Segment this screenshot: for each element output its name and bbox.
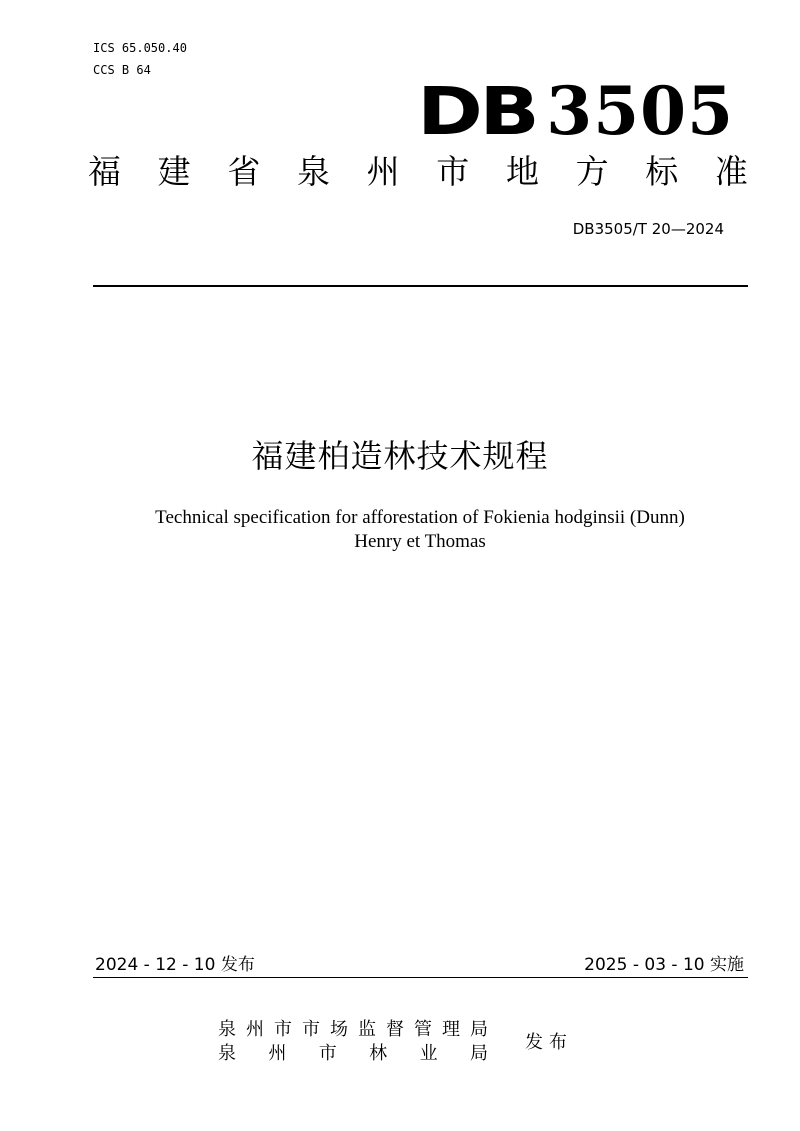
- ccs-code: CCS B 64: [93, 63, 151, 77]
- issuer-char: 理: [442, 1019, 460, 1040]
- issuer-forestry: [218, 1042, 488, 1066]
- issuer-char: 场: [330, 1019, 348, 1040]
- issuer-char: 市: [274, 1019, 292, 1040]
- issuer-char: 泉: [218, 1019, 236, 1040]
- top-divider: [93, 285, 748, 287]
- standard-type-char: 市: [436, 152, 470, 191]
- standard-code: DB3505/T 20—2024: [572, 220, 724, 238]
- standard-type-char: 方: [575, 152, 609, 191]
- standard-type-char: 州: [366, 152, 400, 191]
- standard-type-char: 地: [505, 152, 539, 191]
- issuer-char: 局: [470, 1019, 488, 1040]
- standard-type-char: 泉: [296, 152, 330, 191]
- standard-type-char: 标: [645, 152, 679, 191]
- issuer-char: 市: [318, 1043, 337, 1064]
- db-logo: [417, 72, 734, 150]
- logo-number: 3505: [546, 72, 734, 150]
- standard-type-char: 准: [714, 152, 748, 191]
- title-chinese: 福建柏造林技术规程: [251, 437, 549, 475]
- issuer-char: 林: [369, 1043, 388, 1064]
- implementation-date: 2025 - 03 - 10 实施: [584, 955, 744, 975]
- issuer-char: 局: [469, 1043, 488, 1064]
- issuer-char: 市: [302, 1019, 320, 1040]
- issue-label: 发布: [525, 1032, 573, 1053]
- issuing-authorities: [218, 1018, 488, 1066]
- title-english-line-2: Henry et Thomas: [354, 531, 486, 552]
- ics-code: ICS 65.050.40: [93, 41, 187, 55]
- standard-type-char: 省: [227, 152, 261, 191]
- release-date: 2024 - 12 - 10 发布: [95, 955, 255, 975]
- issuer-char: 管: [414, 1019, 432, 1040]
- issuer-char: 监: [358, 1019, 376, 1040]
- standard-type-char: 福: [88, 152, 121, 191]
- standard-type-heading: [88, 152, 748, 192]
- issuer-char: 州: [268, 1043, 287, 1064]
- bottom-divider: [93, 977, 748, 978]
- issuer-char: 泉: [218, 1043, 236, 1064]
- issuer-char: 州: [246, 1019, 264, 1040]
- issuer-market-supervision: [218, 1018, 488, 1042]
- logo-letters: DB: [417, 73, 537, 150]
- title-english-line-1: Technical specification for afforestation of Fokienia hodginsii (Dunn): [155, 507, 685, 528]
- title-english: [0, 506, 800, 554]
- issuer-char: 督: [386, 1019, 404, 1040]
- standard-type-char: 建: [157, 152, 191, 191]
- issuer-char: 业: [419, 1043, 438, 1064]
